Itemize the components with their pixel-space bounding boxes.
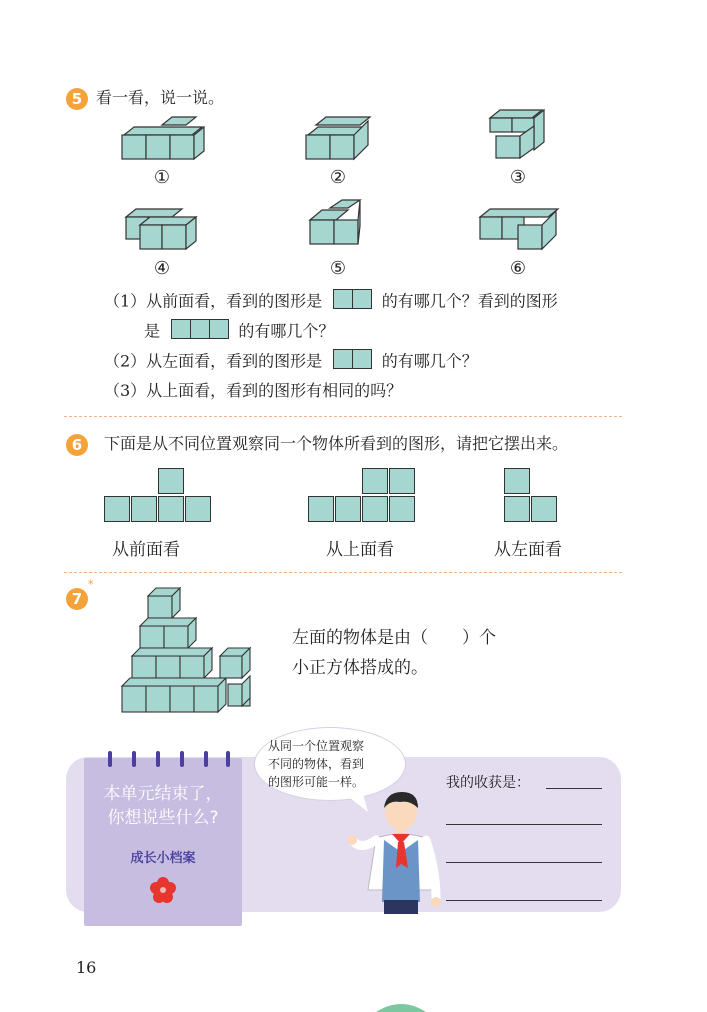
caption-5: ⑤: [329, 258, 347, 279]
question-6-badge: 6: [66, 434, 88, 456]
sub-question-1: [104, 289, 558, 315]
caption-2: ②: [329, 167, 347, 188]
left-view-label: 从左面看: [494, 540, 562, 560]
sub-question-2-text-a: （2）从左面看，看到的图形是: [104, 351, 323, 371]
question-5-badge: 5: [66, 88, 88, 110]
answer-line-1[interactable]: [546, 788, 602, 789]
card-line-2: 你想说些什么?: [107, 808, 219, 828]
cube-figure-6: [476, 205, 562, 253]
boy-illustration: [344, 790, 454, 914]
caption-6: ⑥: [509, 258, 527, 279]
sub-question-1-text-b: 的有哪几个？看到的图形: [381, 291, 558, 311]
two-square-shape-2: [333, 349, 370, 375]
bubble-text: [268, 737, 364, 791]
top-view-label: 从上面看: [326, 540, 394, 560]
caption-3: ③: [509, 167, 527, 188]
divider-1: [64, 416, 622, 417]
ring-3: [156, 751, 160, 767]
card-message: [84, 782, 242, 830]
left-view-figure: [504, 468, 560, 524]
ring-6: [226, 751, 230, 767]
caption-4: ④: [153, 258, 171, 279]
question-7-badge: 7: [66, 588, 88, 610]
bubble-line-3: 的图形可能一样。: [268, 775, 365, 789]
bubble-line-2: 不同的物体，看到: [268, 757, 365, 771]
challenge-star: *: [88, 578, 94, 591]
sub-question-2: [104, 349, 478, 375]
sub-question-1-text-c: 是: [144, 321, 161, 341]
bottom-tab-decoration: [376, 1002, 426, 1012]
sub-question-2-text-b: 的有哪几个？: [381, 351, 478, 371]
card-line-1: 本单元结束了，: [103, 784, 223, 804]
question-5-title: 看一看，说一说。: [96, 88, 225, 107]
sub-question-1-continued: [144, 319, 334, 345]
top-view-figure: [308, 468, 420, 524]
ring-4: [180, 751, 184, 767]
cube-figure-3: [486, 108, 556, 166]
card-subtitle: 成长小档案: [130, 851, 196, 866]
cube-figure-4: [122, 205, 202, 253]
pyramid-cube-figure: [118, 586, 258, 720]
question-7-line-1: 左面的物体是由（ ）个: [292, 628, 496, 648]
answer-line-3[interactable]: [446, 862, 602, 863]
front-view-label: 从前面看: [112, 540, 180, 560]
caption-1: ①: [153, 167, 171, 188]
answer-line-4[interactable]: [446, 900, 602, 901]
three-square-shape: [171, 319, 227, 345]
ring-1: [108, 751, 112, 767]
ring-2: [132, 751, 136, 767]
answer-line-2[interactable]: [446, 824, 602, 825]
flower-icon: [148, 875, 178, 905]
question-6-title: 下面是从不同位置观察同一个物体所看到的图形，请把它摆出来。: [104, 434, 569, 453]
page-number: 16: [76, 958, 97, 977]
divider-2: [64, 572, 622, 573]
harvest-label: 我的收获是：: [446, 775, 530, 791]
sub-question-1-text-d: 的有哪几个？: [238, 321, 335, 341]
front-view-figure: [104, 468, 214, 524]
cube-figure-1: [118, 115, 208, 165]
sub-question-1-text-a: （1）从前面看，看到的图形是: [104, 291, 323, 311]
cube-figure-5: [306, 198, 370, 254]
two-square-shape: [333, 289, 370, 315]
cube-figure-2: [302, 115, 382, 165]
bubble-line-1: 从同一个位置观察: [268, 739, 365, 753]
sub-question-3: （3）从上面看，看到的图形有相同的吗？: [104, 381, 403, 400]
question-7-line-2: 小正方体搭成的。: [292, 658, 428, 678]
ring-5: [204, 751, 208, 767]
